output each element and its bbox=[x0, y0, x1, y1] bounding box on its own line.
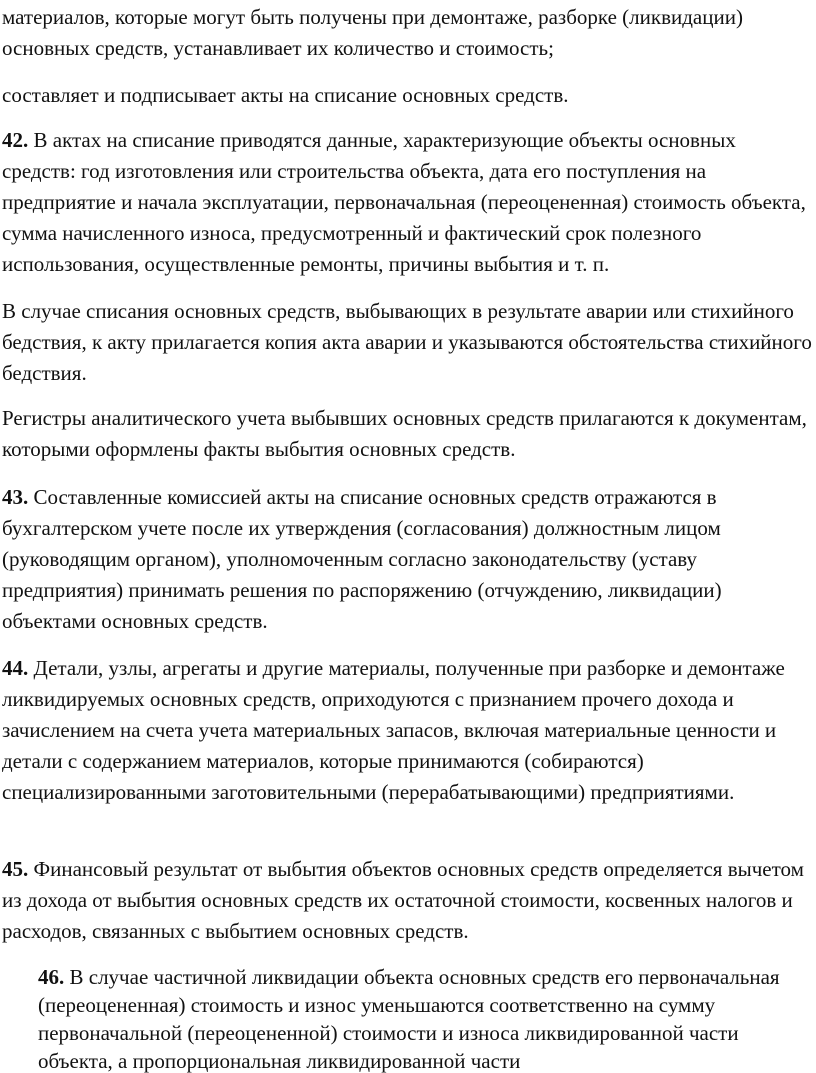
paragraph-number: 42. bbox=[2, 128, 29, 152]
paragraph-text: Детали, узлы, агрегаты и другие материалы, полученные при разборке и демонтаже ликвидируемых основных средств, оприходуются с признанием прочего дохода и зачислением на счета учета материальных запасов, включая материальные ценности и детали с содержанием материалов, которые принимаются (собираются) специализированными заготовительными (перерабатывающими) предприятиями. bbox=[2, 656, 785, 804]
paragraph-text: В случае списания основных средств, выбывающих в результате аварии или стихийного бедствия, к акту прилагается копия акта аварии и указываются обстоятельства стихийного бедствия. bbox=[2, 299, 812, 385]
paragraph-text: В случае частичной ликвидации объекта основных средств его первоначальная (переоцененная) стоимость и износ уменьшаются соответственно на сумму первоначальной (переоцененной) стоимости и износа ликвидированной части объекта, а пропорциональная ликвидированной части bbox=[38, 965, 780, 1073]
paragraph-45 bbox=[2, 854, 814, 947]
paragraph-number: 43. bbox=[2, 485, 29, 509]
paragraph-signs-acts bbox=[2, 80, 814, 111]
paragraph-number: 46. bbox=[38, 965, 65, 989]
paragraph-text: материалов, которые могут быть получены при демонтаже, разборке (ликвидации) основных средств, устанавливает их количество и стоимость; bbox=[2, 5, 743, 60]
paragraph-46 bbox=[2, 963, 814, 1073]
paragraph-text: Составленные комиссией акты на списание основных средств отражаются в бухгалтерском учете после их утверждения (согласования) должностным лицом (руководящим органом), уполномоченным согласно законодательству (уставу предприятия) принимать решения по распоряжению (отчуждению, ликвидации) объектами основных средств. bbox=[2, 485, 722, 633]
paragraph-number: 45. bbox=[2, 857, 29, 881]
paragraph-number: 44. bbox=[2, 656, 29, 680]
paragraph-text: Регистры аналитического учета выбывших основных средств прилагаются к документам, которыми оформлены факты выбытия основных средств. bbox=[2, 406, 807, 461]
paragraph-materials-continuation bbox=[2, 2, 814, 64]
paragraph-accident-writeoff bbox=[2, 296, 814, 389]
paragraph-analytical-registers bbox=[2, 403, 814, 465]
paragraph-43 bbox=[2, 482, 814, 637]
paragraph-text: составляет и подписывает акты на списание основных средств. bbox=[2, 83, 569, 107]
paragraph-text: В актах на списание приводятся данные, характеризующие объекты основных средств: год изготовления или строительства объекта, дата его поступления на предприятие и начала эксплуатации, первоначальная (переоцененная) стоимость объекта, сумма начисленного износа, предусмотренный и фактический срок полезного использования, осуществленные ремонты, причины выбытия и т. п. bbox=[2, 128, 806, 276]
paragraph-42 bbox=[2, 125, 814, 280]
paragraph-44 bbox=[2, 653, 814, 808]
paragraph-text: Финансовый результат от выбытия объектов основных средств определяется вычетом из дохода от выбытия основных средств их остаточной стоимости, косвенных налогов и расходов, связанных с выбытием основных средств. bbox=[2, 857, 804, 943]
